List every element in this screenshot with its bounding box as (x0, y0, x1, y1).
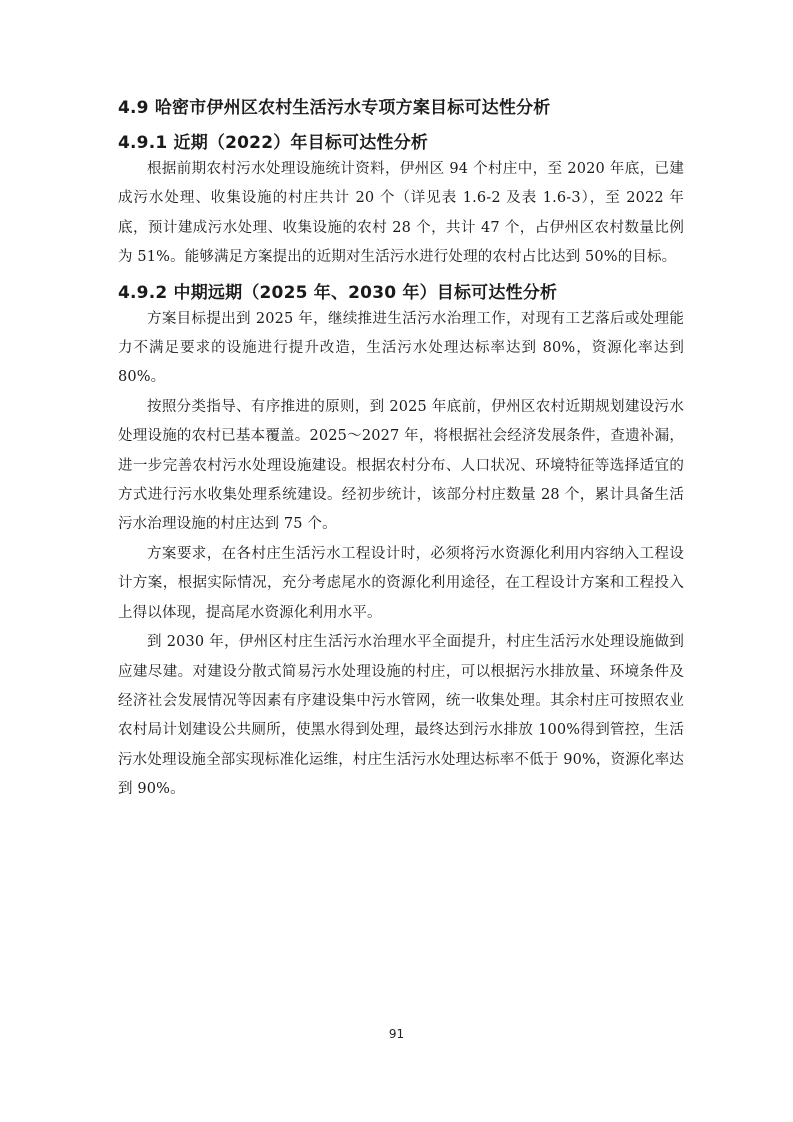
page-content (118, 90, 684, 805)
paragraph: 按照分类指导、有序推进的原则，到 2025 年底前，伊州区农村近期规划建设污水处理设施的农村已基本覆盖。2025～2027 年，将根据社会经济发展条件，查遗补漏，进一步完善农村污水处理设施建设。根据农村分布、人口状况、环境特征等选择适宜的方式进行污水收集处理系统建设。经初步统计，该部分村庄数量 28 个，累计具备生活污水治理设施的村庄达到 75 个。 (118, 398, 684, 533)
page-number: 91 (388, 1027, 405, 1041)
section-heading: 4.9 哈密市伊州区农村生活污水专项方案目标可达性分析 (118, 98, 551, 118)
paragraph: 方案目标提出到 2025 年，继续推进生活污水治理工作，对现有工艺落后或处理能力不满足要求的设施进行提升改造，生活污水处理达标率达到 80%，资源化率达到 80%。 (118, 310, 684, 386)
subsection-heading-4-9-2: 4.9.2 中期远期（2025 年、2030 年）目标可达性分析 (118, 282, 558, 303)
paragraph: 方案要求，在各村庄生活污水工程设计时，必须将污水资源化利用内容纳入工程设计方案，根据实际情况，充分考虑尾水的资源化利用途径，在工程设计方案和工程投入上得以体现，提高尾水资源化利用水平。 (118, 545, 684, 621)
paragraph: 到 2030 年，伊州区村庄生活污水治理水平全面提升，村庄生活污水处理设施做到应建尽建。对建设分散式简易污水处理设施的村庄，可以根据污水排放量、环境条件及经济社会发展情况等因素有序建设集中污水管网，统一收集处理。其余村庄可按照农业农村局计划建设公共厕所，使黑水得到处理，最终达到污水排放 100%得到管控，生活污水处理设施全部实现标准化运维，村庄生活污水处理达标率不低于 90%，资源化率达到 90%。 (118, 634, 684, 798)
subsection-heading-4-9-1: 4.9.1 近期（2022）年目标可达性分析 (118, 133, 429, 153)
paragraph: 根据前期农村污水处理设施统计资料，伊州区 94 个村庄中，至 2020 年底，已建成污水处理、收集设施的村庄共计 20 个（详见表 1.6-2 及表 1.6-3），至 2022 年底，预计建成污水处理、收集设施的农村 28 个，共计 47 个，占伊州区农村数量比例为 51%。能够满足方案提出的近期对生活污水进行处理的农村占比达到 50%的目标。 (118, 161, 684, 266)
